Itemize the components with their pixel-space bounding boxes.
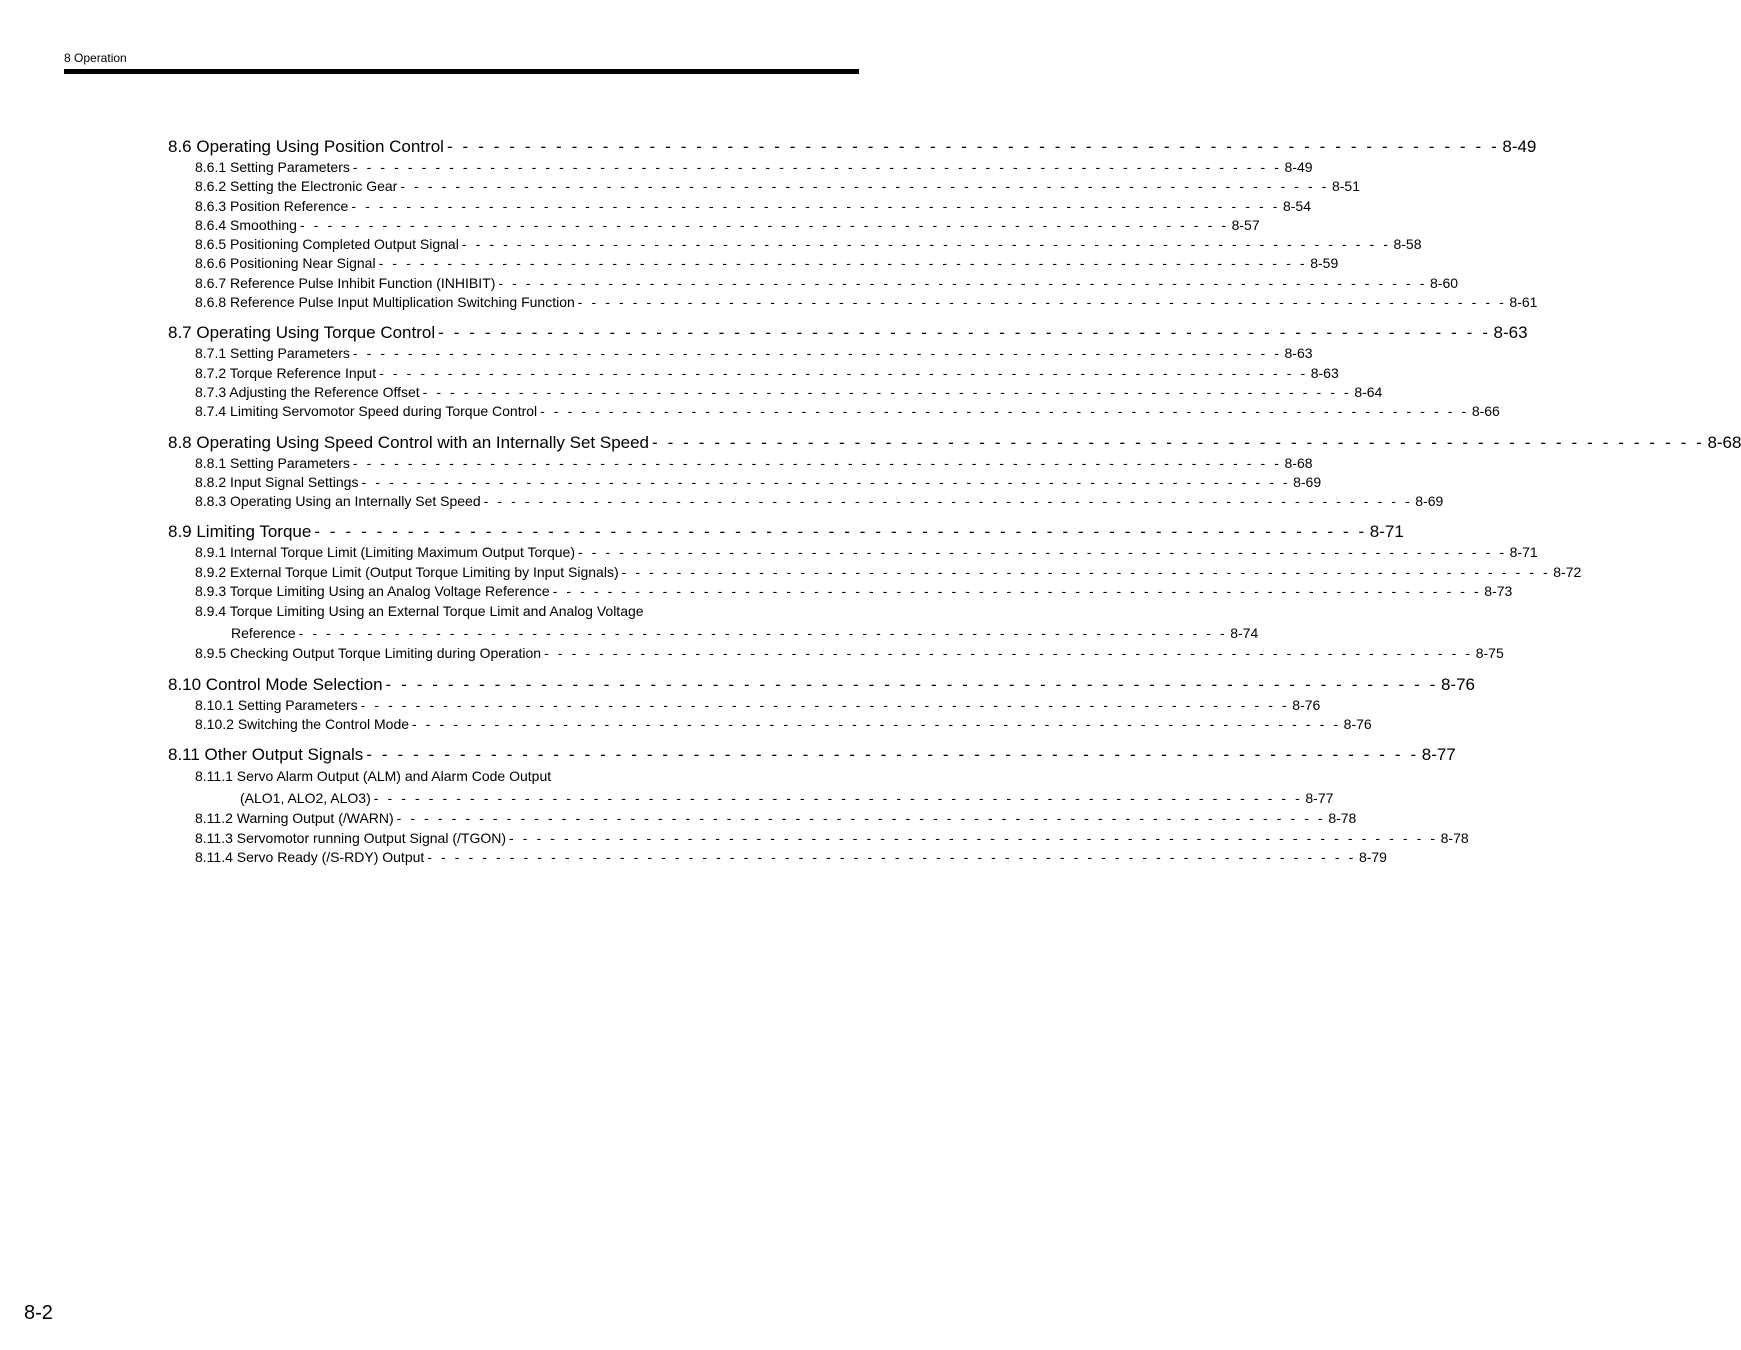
toc-entry-page: 8-77 [1421,745,1456,765]
dot-leader: - - - - - - - - - - - - - - - - - - - - - - - - - - - - - - - - - - - - - - - - - - - - - - - - - - - - - - - - - - - - - - - - - - - - [544,645,1473,662]
toc-subsection-entry[interactable] [168,235,1422,254]
toc-entry-page: 8-57 [1231,216,1260,233]
toc-entry-label: 8.9 Limiting Torque [168,522,312,542]
toc-entry-page: 8-72 [1553,563,1582,580]
dot-leader: - - - - - - - - - - - - - - - - - - - - - - - - - - - - - - - - - - - - - - - - - - - - - - - - - - - - - - - - - - - - - - - - - - - - [438,323,1491,343]
toc-subsection-entry[interactable] [168,848,1387,867]
toc-entry-label: (ALO1, ALO2, ALO3) [240,790,371,807]
toc-subsection-entry[interactable] [168,543,1538,562]
dot-leader: - - - - - - - - - - - - - - - - - - - - - - - - - - - - - - - - - - - - - - - - - - - - - - - - - - - - - - - - - - - - - - - - - - - - [652,432,1705,452]
toc-subsection-entry[interactable] [168,601,704,622]
toc-entry-label: 8.10.2 Switching the Control Mode [195,715,410,732]
toc-entry-page: 8-68 [1707,432,1741,452]
toc-entry-page: 8-73 [1484,583,1513,600]
toc-subsection-entry[interactable] [168,364,1339,383]
toc-entry-page: 8-63 [1284,345,1313,362]
dot-leader: - - - - - - - - - - - - - - - - - - - - - - - - - - - - - - - - - - - - - - - - - - - - - - - - - - - - - - - - - - - - - - - - - - - - [366,745,1419,765]
toc-subsection-entry[interactable] [168,402,1500,421]
toc-subsection-entry[interactable] [168,715,1372,734]
toc-subsection-entry[interactable] [168,492,1444,511]
toc-subsection-entry[interactable] [168,274,1459,293]
toc-subsection-entry[interactable] [168,644,1504,663]
dot-leader: - - - - - - - - - - - - - - - - - - - - - - - - - - - - - - - - - - - - - - - - - - - - - - - - - - - - - - - - - - - - - - - - - - - - [352,159,1282,175]
running-head: 8 Operation [64,51,127,65]
toc-section-heading[interactable] [168,432,1741,454]
toc-entry-label: 8.8 Operating Using Speed Control with an Internally Set Speed [168,432,650,452]
toc-subsection-entry[interactable] [168,454,1313,473]
dot-leader: - - - - - - - - - - - - - - - - - - - - - - - - - - - - - - - - - - - - - - - - - - - - - - - - - - - - - - - - - - - - - - - - - - - - [422,383,1352,400]
toc-subsection-entry[interactable] [168,829,1469,848]
toc-section [168,744,1469,867]
dot-leader: - - - - - - - - - - - - - - - - - - - - - - - - - - - - - - - - - - - - - - - - - - - - - - - - - - - - - - - - - - - - - - - - - - - - [483,493,1413,510]
toc-section [168,322,1528,421]
toc-entry-page: 8-71 [1369,522,1404,542]
page-number: 8-2 [24,1302,53,1324]
dot-leader: - - - - - - - - - - - - - - - - - - - - - - - - - - - - - - - - - - - - - - - - - - - - - - - - - - - - - - - - - - - - - - - - - - - - [378,255,1308,272]
toc-entry-page: 8-79 [1358,848,1387,865]
toc-entry-label: 8.7.2 Torque Reference Input [195,364,377,381]
toc-entry-label: 8.9.5 Checking Output Torque Limiting during Operation [195,645,542,662]
toc-entry-page: 8-60 [1430,274,1459,291]
toc-entry-label: 8.7.4 Limiting Servomotor Speed during Torque Control [195,403,538,420]
toc-entry-page: 8-63 [1493,323,1528,343]
toc-section [168,521,1582,663]
dot-leader: - - - - - - - - - - - - - - - - - - - - - - - - - - - - - - - - - - - - - - - - - - - - - - - - - - - - - - - - - - - - - - - - - - - - [400,178,1329,195]
toc-entry-page: 8-71 [1509,544,1538,561]
toc-entry-page: 8-77 [1305,790,1334,807]
toc-subsection-entry[interactable] [168,766,704,787]
toc-entry-page: 8-68 [1284,454,1313,471]
toc-entry-label: Reference [231,625,296,642]
toc-entry-page: 8-78 [1328,810,1357,827]
toc-entry-label: 8.6.6 Positioning Near Signal [195,255,376,272]
dot-leader: - - - - - - - - - - - - - - - - - - - - - - - - - - - - - - - - - - - - - - - - - - - - - - - - - - - - - - - - - - - - - - - - - - - - [577,294,1507,311]
dot-leader: - - - - - - - - - - - - - - - - - - - - - - - - - - - - - - - - - - - - - - - - - - - - - - - - - - - - - - - - - - - - - - - - - - - - [427,848,1356,865]
toc-entry-label: 8.8.2 Input Signal Settings [195,473,359,490]
toc-entry-label: 8.7 Operating Using Torque Control [168,323,436,343]
toc-entry-page: 8-75 [1475,645,1504,662]
toc-entry-page: 8-58 [1393,236,1422,253]
toc-entry-label: 8.6 Operating Using Position Control [168,137,444,156]
dot-leader: - - - - - - - - - - - - - - - - - - - - - - - - - - - - - - - - - - - - - - - - - - - - - - - - - - - - - - - - - - - - - - - - - - - - [446,137,1500,156]
toc-subsection-entry[interactable] [168,158,1313,177]
toc-section-heading[interactable] [168,136,1537,158]
toc-subsection-continuation[interactable] [168,787,1334,809]
toc-section [168,674,1475,735]
toc-entry-label: 8.9.1 Internal Torque Limit (Limiting Maximum Output Torque) [195,544,575,561]
toc-entry-page: 8-74 [1230,625,1259,642]
toc-entry-label: 8.11.1 Servo Alarm Output (ALM) and Alarm Code Output [195,768,552,785]
toc-entry-label: 8.6.3 Position Reference [195,197,349,214]
toc-entry-label: 8.6.4 Smoothing [195,216,297,233]
toc-entry-page: 8-76 [1292,696,1321,713]
toc-entry-label: 8.6.5 Positioning Completed Output Signal [195,236,459,253]
toc-subsection-entry[interactable] [168,809,1357,828]
toc-entry-page: 8-64 [1354,383,1383,400]
toc-subsection-entry[interactable] [168,582,1513,601]
toc-entry-page: 8-76 [1343,715,1372,732]
dot-leader: - - - - - - - - - - - - - - - - - - - - - - - - - - - - - - - - - - - - - - - - - - - - - - - - - - - - - - - - - - - - - - - - - - - - [461,236,1391,253]
toc-entry-page: 8-61 [1509,294,1538,311]
toc-subsection-entry[interactable] [168,383,1383,402]
toc-entry-page: 8-76 [1440,674,1475,694]
dot-leader: - - - - - - - - - - - - - - - - - - - - - - - - - - - - - - - - - - - - - - - - - - - - - - - - - - - - - - - - - - - - - - - - - - - - [396,810,1326,827]
toc-subsection-entry[interactable] [168,254,1339,273]
toc-section [168,432,1741,512]
toc-entry-label: 8.9.2 External Torque Limit (Output Torque Limiting by Input Signals) [195,563,619,580]
toc-subsection-entry[interactable] [168,473,1322,492]
toc-entry-label: 8.8.1 Setting Parameters [195,454,350,471]
toc-entry-page: 8-54 [1282,197,1311,214]
dot-leader: - - - - - - - - - - - - - - - - - - - - - - - - - - - - - - - - - - - - - - - - - - - - - - - - - - - - - - - - - - - - - - - - - - - - [352,454,1282,471]
dot-leader: - - - - - - - - - - - - - - - - - - - - - - - - - - - - - - - - - - - - - - - - - - - - - - - - - - - - - - - - - - - - - - - - - - - - [552,583,1482,600]
dot-leader: - - - - - - - - - - - - - - - - - - - - - - - - - - - - - - - - - - - - - - - - - - - - - - - - - - - - - - - - - - - - - - - - - - - - [314,522,1367,542]
dot-leader: - - - - - - - - - - - - - - - - - - - - - - - - - - - - - - - - - - - - - - - - - - - - - - - - - - - - - - - - - - - - - - - - - - - - [379,364,1308,381]
toc-entry-label: 8.9.4 Torque Limiting Using an External Torque Limit and Analog Voltage [195,603,644,620]
dot-leader: - - - - - - - - - - - - - - - - - - - - - - - - - - - - - - - - - - - - - - - - - - - - - - - - - - - - - - - - - - - - - - - - - - - - [351,197,1280,214]
dot-leader: - - - - - - - - - - - - - - - - - - - - - - - - - - - - - - - - - - - - - - - - - - - - - - - - - - - - - - - - - - - - - - - - - - - - [578,544,1507,561]
toc-entry-page: 8-69 [1415,493,1444,510]
toc-entry-label: 8.11.2 Warning Output (/WARN) [195,810,394,827]
dot-leader: - - - - - - - - - - - - - - - - - - - - - - - - - - - - - - - - - - - - - - - - - - - - - - - - - - - - - - - - - - - - - - - - - - - - [498,274,1427,291]
toc-entry-label: 8.6.8 Reference Pulse Input Multiplication Switching Function [195,294,575,311]
toc-entry-label: 8.6.7 Reference Pulse Inhibit Function (INHIBIT) [195,274,496,291]
toc-entry-page: 8-78 [1440,829,1469,846]
toc-section-heading[interactable] [168,322,1528,344]
toc-section [168,136,1538,312]
toc-section-heading[interactable] [168,674,1475,696]
dot-leader: - - - - - - - - - - - - - - - - - - - - - - - - - - - - - - - - - - - - - - - - - - - - - - - - - - - - - - - - - - - - - - - - - - - - [352,345,1282,362]
toc-entry-label: 8.6.2 Setting the Electronic Gear [195,178,398,195]
toc-entry-page: 8-63 [1310,364,1339,381]
toc-entry-page: 8-51 [1331,178,1361,195]
toc-subsection-entry[interactable] [168,696,1321,715]
toc-entry-page: 8-69 [1293,473,1322,490]
toc-entry-label: 8.10 Control Mode Selection [168,674,383,694]
toc-entry-label: 8.8.3 Operating Using an Internally Set Speed [195,493,481,510]
toc-subsection-entry[interactable] [168,563,1582,582]
dot-leader: - - - - - - - - - - - - - - - - - - - - - - - - - - - - - - - - - - - - - - - - - - - - - - - - - - - - - - - - - - - - - - - - - - - - [361,473,1291,490]
dot-leader: - - - - - - - - - - - - - - - - - - - - - - - - - - - - - - - - - - - - - - - - - - - - - - - - - - - - - - - - - - - - - - - - - - - - [509,829,1438,846]
dot-leader: - - - - - - - - - - - - - - - - - - - - - - - - - - - - - - - - - - - - - - - - - - - - - - - - - - - - - - - - - - - - - - - - - - - - [412,715,1341,732]
toc-subsection-entry[interactable] [168,216,1260,235]
toc-entry-label: 8.11.4 Servo Ready (/S-RDY) Output [195,848,425,865]
toc-section-heading[interactable] [168,521,1404,543]
toc-subsection-entry[interactable] [168,344,1313,363]
toc-entry-label: 8.7.3 Adjusting the Reference Offset [195,383,420,400]
table-of-contents [168,136,1741,877]
toc-entry-label: 8.7.1 Setting Parameters [195,345,350,362]
toc-subsection-entry[interactable] [168,177,1361,196]
toc-entry-page: 8-66 [1471,403,1500,420]
dot-leader: - - - - - - - - - - - - - - - - - - - - - - - - - - - - - - - - - - - - - - - - - - - - - - - - - - - - - - - - - - - - - - - - - - - - [385,674,1438,694]
toc-entry-label: 8.6.1 Setting Parameters [195,159,350,175]
toc-entry-page: 8-49 [1284,159,1313,175]
toc-entry-label: 8.9.3 Torque Limiting Using an Analog Voltage Reference [195,583,550,600]
dot-leader: - - - - - - - - - - - - - - - - - - - - - - - - - - - - - - - - - - - - - - - - - - - - - - - - - - - - - - - - - - - - - - - - - - - - [621,563,1551,580]
toc-section-heading[interactable] [168,744,1456,766]
dot-leader: - - - - - - - - - - - - - - - - - - - - - - - - - - - - - - - - - - - - - - - - - - - - - - - - - - - - - - - - - - - - - - - - - - - - [298,625,1228,642]
toc-entry-label: 8.10.1 Setting Parameters [195,696,358,713]
toc-subsection-entry[interactable] [168,293,1538,312]
toc-entry-label: 8.11 Other Output Signals [168,745,364,765]
header-rule [64,69,859,74]
dot-leader: - - - - - - - - - - - - - - - - - - - - - - - - - - - - - - - - - - - - - - - - - - - - - - - - - - - - - - - - - - - - - - - - - - - - [540,403,1469,420]
toc-subsection-entry[interactable] [168,197,1311,216]
toc-entry-page: 8-59 [1310,255,1339,272]
dot-leader: - - - - - - - - - - - - - - - - - - - - - - - - - - - - - - - - - - - - - - - - - - - - - - - - - - - - - - - - - - - - - - - - - - - - [299,216,1229,233]
toc-entry-page: 8-49 [1502,137,1537,156]
toc-entry-label: 8.11.3 Servomotor running Output Signal (/TGON) [195,829,506,846]
toc-subsection-continuation[interactable] [168,622,1259,644]
dot-leader: - - - - - - - - - - - - - - - - - - - - - - - - - - - - - - - - - - - - - - - - - - - - - - - - - - - - - - - - - - - - - - - - - - - - [360,696,1290,713]
dot-leader: - - - - - - - - - - - - - - - - - - - - - - - - - - - - - - - - - - - - - - - - - - - - - - - - - - - - - - - - - - - - - - - - - - - - [373,790,1303,807]
